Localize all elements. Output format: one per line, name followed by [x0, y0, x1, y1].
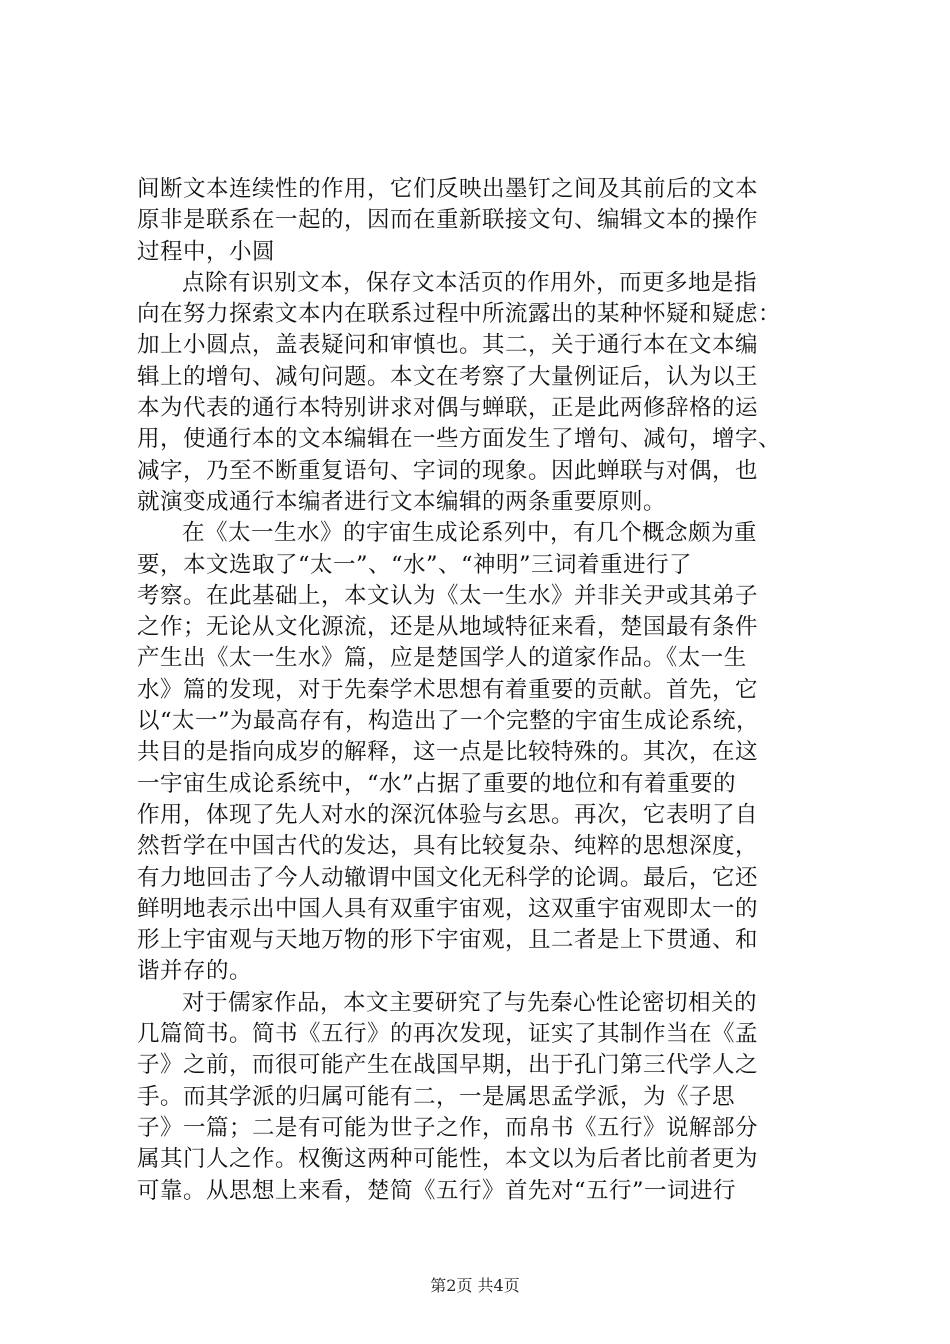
text-line: 可靠。从思想上来看，楚简《五行》首先对“五行”一词进行 [137, 1177, 737, 1204]
body-text [137, 174, 827, 1207]
text-line: 属其门人之作。权衡这两种可能性，本文以为后者比前者更为 [137, 1146, 759, 1173]
text-line: 鲜明地表示出中国人具有双重宇宙观，这双重宇宙观即太一的 [137, 895, 759, 922]
text-line: 之作；无论从文化源流，还是从地域特征来看，楚国最有条件 [137, 614, 759, 641]
text-line: 手。而其学派的归属可能有二，一是属思孟学派，为《子思 [137, 1083, 736, 1110]
text-line: 本为代表的通行本特别讲求对偶与蝉联，正是此两修辞格的运 [137, 395, 759, 422]
text-line: 就演变成通行本编者进行文本编辑的两条重要原则。 [137, 488, 667, 515]
text-line: 有力地回击了今人动辙谓中国文化无科学的论调。最后，它还 [137, 864, 759, 891]
text-line: 产生出《太一生水》篇，应是楚国学人的道家作品。《太一生 [137, 645, 747, 672]
text-line: 几篇简书。简书《五行》的再次发现，证实了其制作当在《孟 [137, 1021, 759, 1048]
text-line: 用，使通行本的文本编辑在一些方面发生了增句、减句，增字、 [137, 426, 782, 453]
text-line: 作用，体现了先人对水的深沉体验与玄思。再次，它表明了自 [137, 801, 759, 828]
text-line: 对于儒家作品，本文主要研究了与先秦心性论密切相关的 [182, 989, 758, 1016]
text-line: 加上小圆点，盖表疑问和审慎也。其二，关于通行本在文本编 [137, 332, 759, 359]
text-line: 要，本文选取了“太一”、“水”、“神明”三词着重进行了 [137, 551, 693, 578]
text-line: 谐并存的。 [137, 958, 253, 985]
page-footer: 第2页 共4页 [430, 1276, 520, 1295]
text-line: 间断文本连续性的作用，它们反映出墨钉之间及其前后的文本 [137, 176, 759, 202]
text-line: 形上宇宙观与天地万物的形下宇宙观，且二者是上下贯通、和 [137, 927, 759, 954]
text-line: 减字，乃至不断重复语句、字词的现象。因此蝉联与对偶，也 [137, 457, 759, 484]
paragraph [137, 988, 827, 1207]
paragraph [137, 268, 827, 518]
text-line: 原非是联系在一起的，因而在重新联接文句、编辑文本的操作 [137, 207, 759, 234]
text-line: 在《太一生水》的宇宙生成论系列中，有几个概念颇为重 [182, 520, 758, 547]
text-line: 水》篇的发现，对于先秦学术思想有着重要的贡献。首先，它 [137, 676, 759, 703]
text-line: 一宇宙生成论系统中，“水”占据了重要的地位和有着重要的 [137, 770, 737, 797]
text-line: 过程中，小圆 [137, 238, 276, 265]
text-line: 向在努力探索文本内在联系过程中所流露出的某种怀疑和疑虑： [137, 301, 782, 328]
text-line: 子》一篇；二是有可能为世子之作，而帛书《五行》说解部分 [137, 1114, 759, 1141]
text-line: 然哲学在中国古代的发达，具有比较复杂、纯粹的思想深度， [137, 833, 759, 860]
text-line: 点除有识别文本，保存文本活页的作用外，而更多地是指 [182, 269, 758, 296]
text-line: 考察。在此基础上，本文认为《太一生水》并非关尹或其弟子 [137, 582, 759, 609]
text-line: 以“太一”为最高存有，构造出了一个完整的宇宙生成论系统， [137, 708, 760, 735]
paragraph [137, 518, 827, 987]
text-line: 辑上的增句、减句问题。本文在考察了大量例证后，认为以王 [137, 363, 759, 390]
paragraph [137, 174, 827, 268]
text-line: 共目的是指向成岁的解释，这一点是比较特殊的。其次，在这 [137, 739, 759, 766]
text-line: 子》之前，而很可能产生在战国早期，出于孔门第三代学人之 [137, 1052, 759, 1079]
